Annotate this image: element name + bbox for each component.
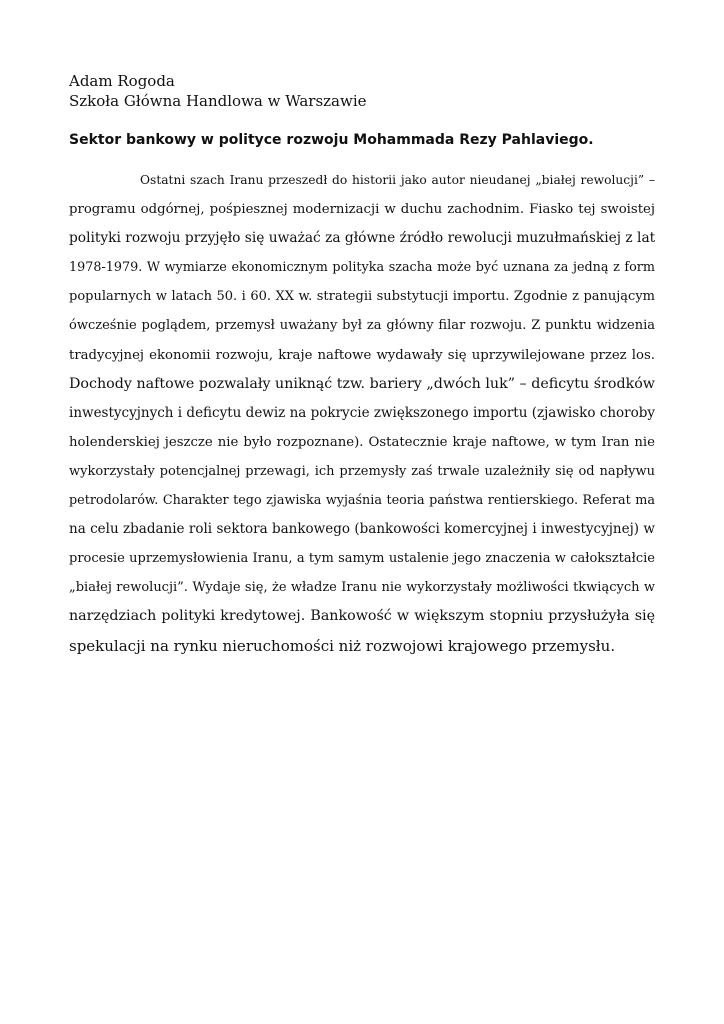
paragraph-line: 1978-1979. W wymiarze ekonomicznym polityka szacha może być uznana za jedną z form	[69, 260, 655, 276]
paragraph-line: wykorzystały potencjalnej przewagi, ich przemysły zaś trwale uzależniły się od napływu	[69, 463, 655, 479]
abstract-paragraph	[69, 166, 655, 661]
author-affiliation: Szkoła Główna Handlowa w Warszawie	[69, 92, 367, 110]
paragraph-line: polityki rozwoju przyjęło się uważać za główne źródło rewolucji muzułmańskiej z lat	[69, 230, 656, 247]
paragraph-line: „białej rewolucji”. Wydaje się, że władze Iranu nie wykorzystały możliwości tkwiących w	[69, 580, 655, 596]
paragraph-line: petrodolarów. Charakter tego zjawiska wyjaśnia teoria państwa rentierskiego. Referat ma	[69, 493, 655, 509]
paragraph-line: spekulacji na rynku nieruchomości niż rozwojowi krajowego przemysłu.	[69, 636, 616, 655]
paragraph-line: narzędziach polityki kredytowej. Bankowość w większym stopniu przysłużyła się	[69, 608, 655, 625]
paragraph-line: inwestycyjnych i deficytu dewiz na pokrycie zwiększonego importu (zjawisko choroby	[69, 404, 655, 421]
author-name: Adam Rogoda	[69, 72, 175, 90]
document-title: Sektor bankowy w polityce rozwoju Mohammada Rezy Pahlaviego.	[69, 132, 594, 148]
paragraph-line: programu odgórnej, pośpiesznej modernizacji w duchu zachodnim. Fiasko tej swoistej	[69, 202, 655, 218]
author-block	[69, 71, 367, 111]
paragraph-line: Dochody naftowe pozwalały uniknąć tzw. bariery „dwóch luk” – deficytu środków	[69, 375, 655, 392]
paragraph-line: popularnych w latach 50. i 60. XX w. strategii substytucji importu. Zgodnie z panującym	[69, 289, 655, 305]
paragraph-line: ówcześnie poglądem, przemysł uważany był za główny filar rozwoju. Z punktu widzenia	[69, 318, 655, 334]
paragraph-line: holenderskiej jeszcze nie było rozpoznane). Ostatecznie kraje naftowe, w tym Iran nie	[69, 434, 655, 450]
paragraph-line: na celu zbadanie roli sektora bankowego (bankowości komercyjnej i inwestycyjnej) w	[69, 521, 655, 538]
paragraph-line: tradycyjnej ekonomii rozwoju, kraje naftowe wydawały się uprzywilejowane przez los.	[69, 347, 655, 363]
paragraph-line: Ostatni szach Iranu przeszedł do historii jako autor nieudanej „białej rewolucji” –	[140, 173, 655, 187]
paragraph-line: procesie uprzemysłowienia Iranu, a tym samym ustalenie jego znaczenia w całokształcie	[69, 551, 655, 567]
